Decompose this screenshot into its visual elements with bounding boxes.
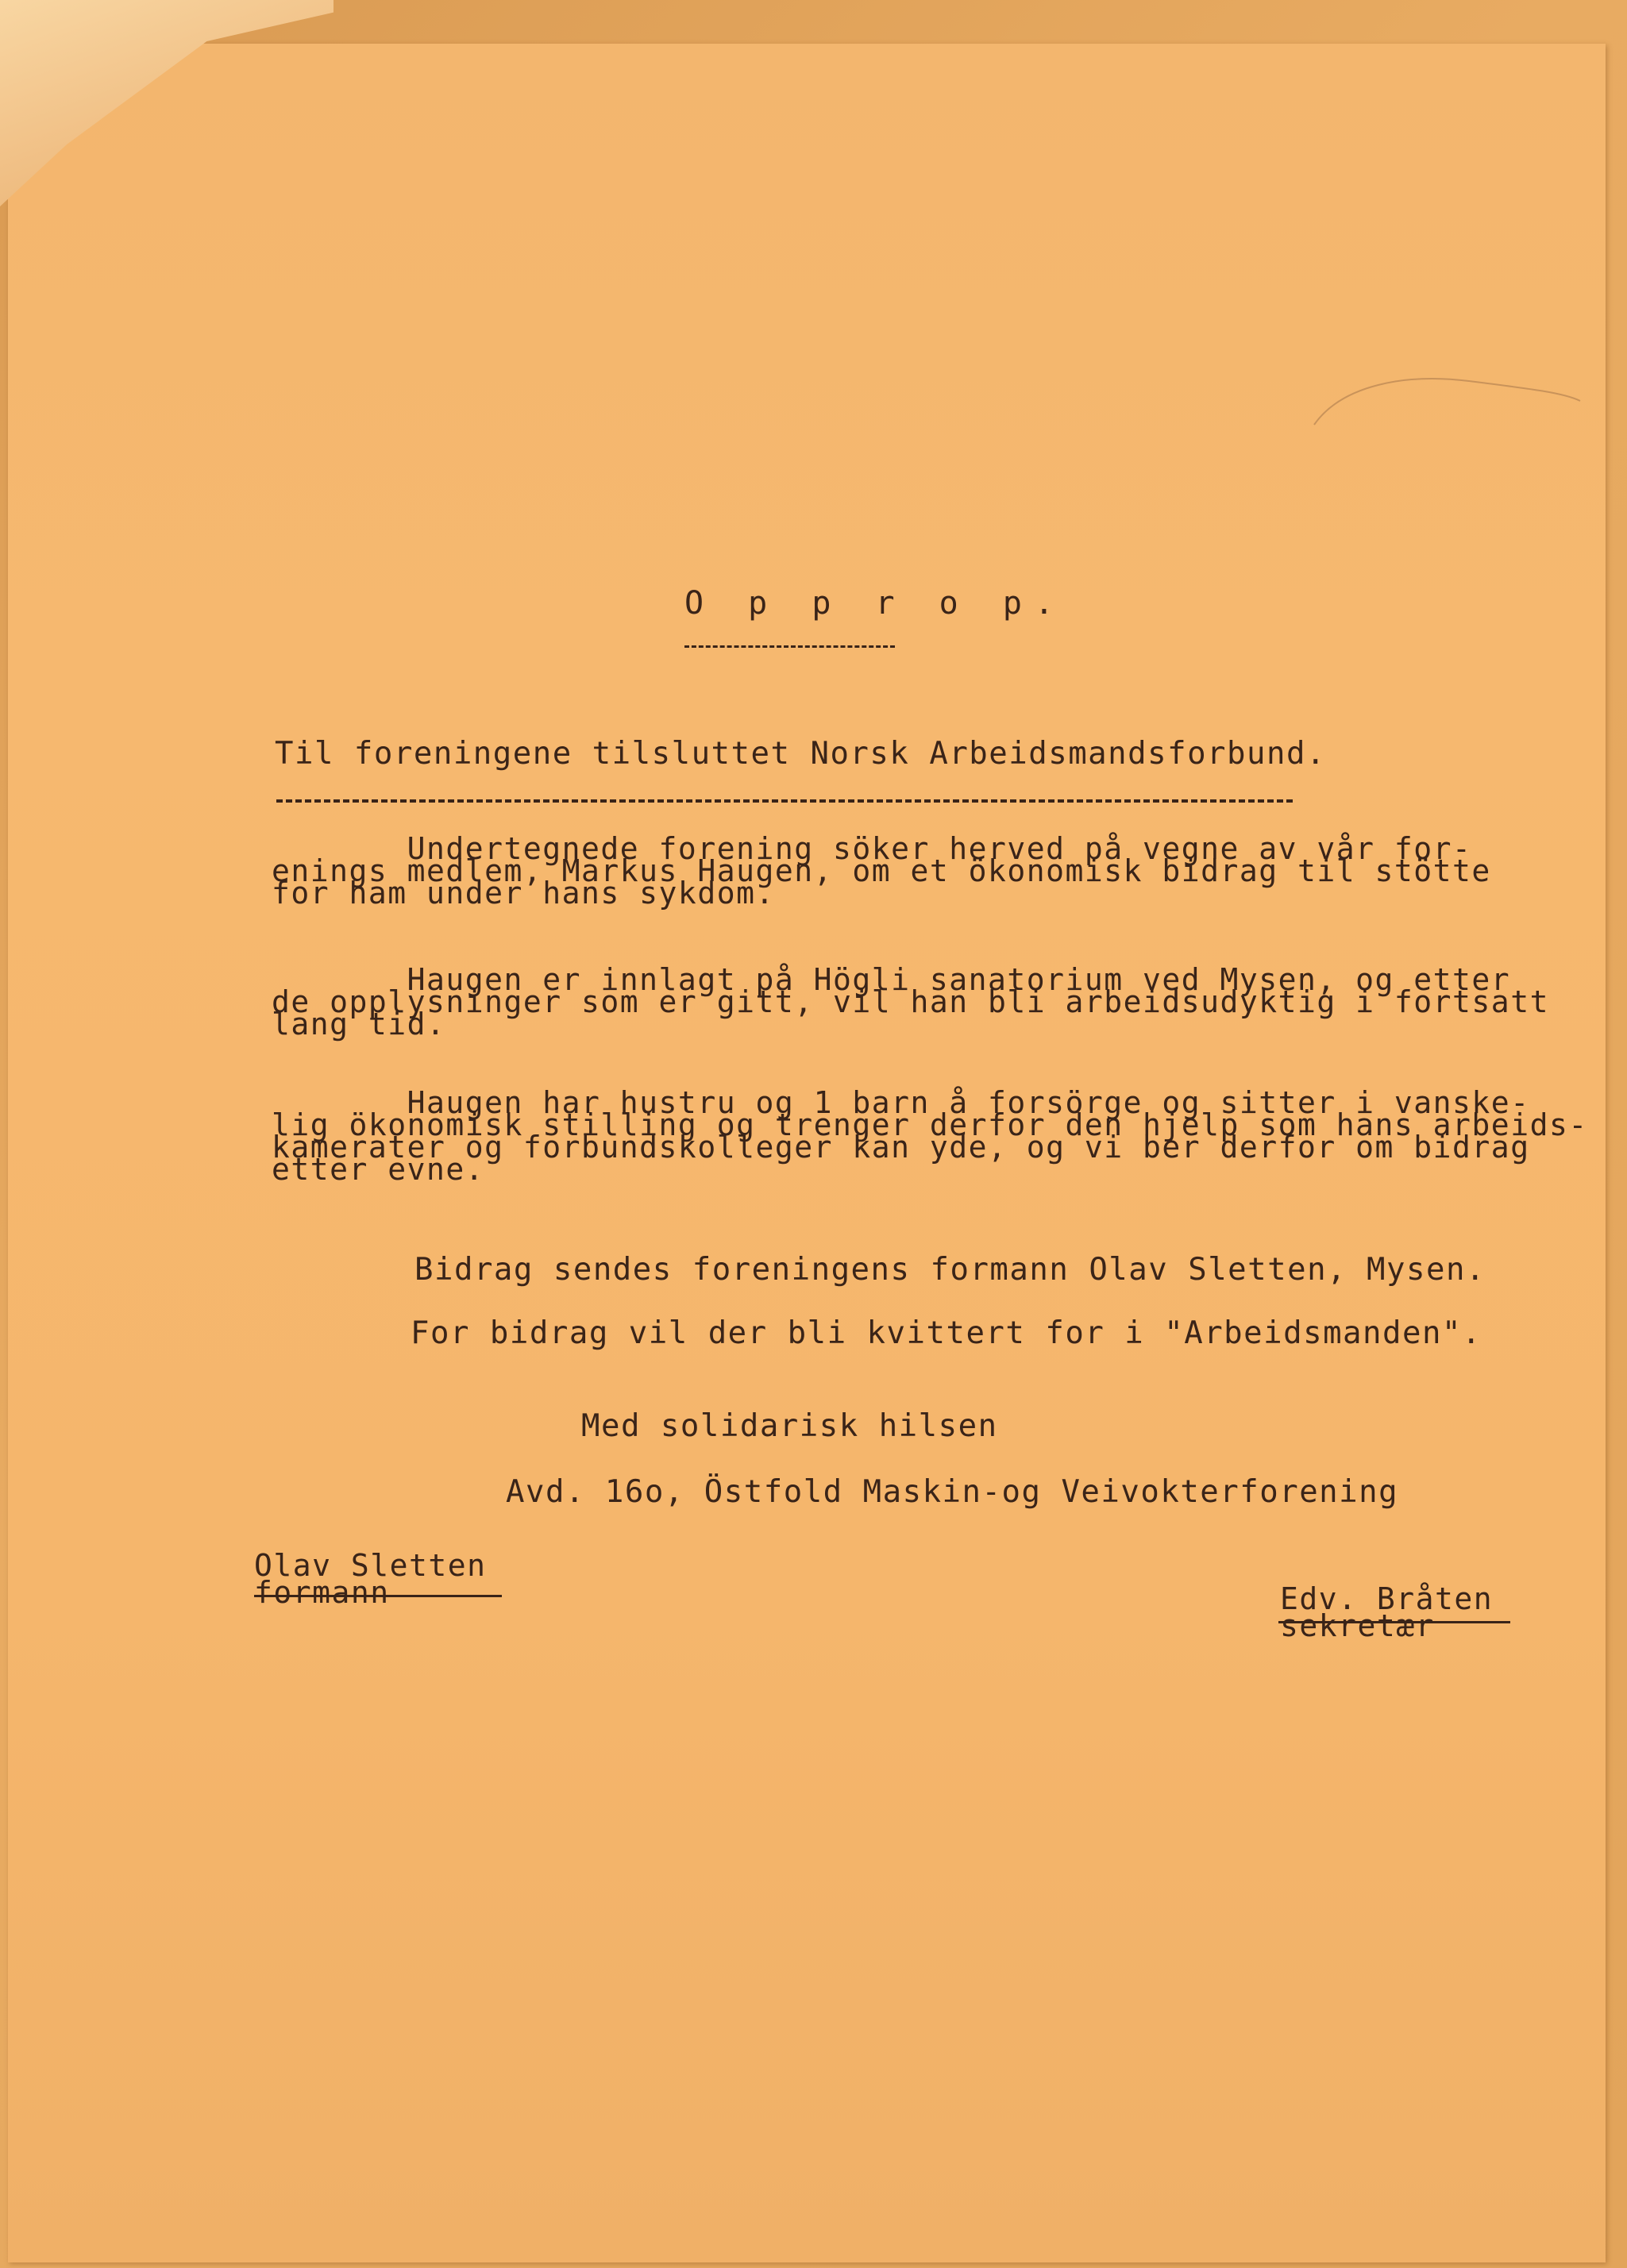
- document-sheet: [8, 44, 1606, 2262]
- salutation-underline: [276, 799, 1293, 803]
- signatory-left-role: formann: [254, 1575, 390, 1610]
- salutation: Til foreningene tilsluttet Norsk Arbeidsmandsforbund.: [275, 736, 1326, 772]
- signatory-right-role: sekretær: [1280, 1608, 1436, 1643]
- signatory-right-name: Edv. Bråten: [1280, 1581, 1494, 1616]
- paragraph-request: Undertegnede forening söker herved på vegne av vår for- enings medlem, Markus Haugen, om et ökonomisk bidrag til stötte for ham under hans sykdom.: [272, 831, 1491, 911]
- signature-right-line: [1278, 1621, 1510, 1623]
- document-title: O p p r o p.: [684, 585, 1066, 622]
- signature-left-line: [254, 1595, 502, 1597]
- signature-right: [1280, 1581, 1494, 1643]
- paragraph-sanatorium: Haugen er innlagt på Högli sanatorium ved Mysen, og etter de opplysninger som er gitt, vil han bli arbeidsudyktig i fortsatt lang tid.: [272, 962, 1549, 1042]
- paragraph-family: Haugen har hustru og 1 barn å forsörge og sitter i vanske- lig ökonomisk stilling og trenger derfor den hjelp som hans arbeids- kamerater og forbundskolleger kan yde, og vi ber derfor om bidrag etter evne.: [272, 1085, 1588, 1187]
- organization-name: Avd. 16o, Östfold Maskin-og Veivokterforening: [506, 1474, 1399, 1510]
- pencil-mark-icon: [1310, 361, 1584, 433]
- send-instructions: Bidrag sendes foreningens formann Olav Sletten, Mysen.: [414, 1252, 1486, 1288]
- closing-greeting: Med solidarisk hilsen: [581, 1408, 998, 1444]
- signatory-left-name: Olav Sletten: [254, 1548, 487, 1583]
- signature-left: [254, 1548, 487, 1610]
- title-underline: [684, 645, 895, 648]
- receipt-note: For bidrag vil der bli kvittert for i "Arbeidsmanden".: [411, 1315, 1482, 1351]
